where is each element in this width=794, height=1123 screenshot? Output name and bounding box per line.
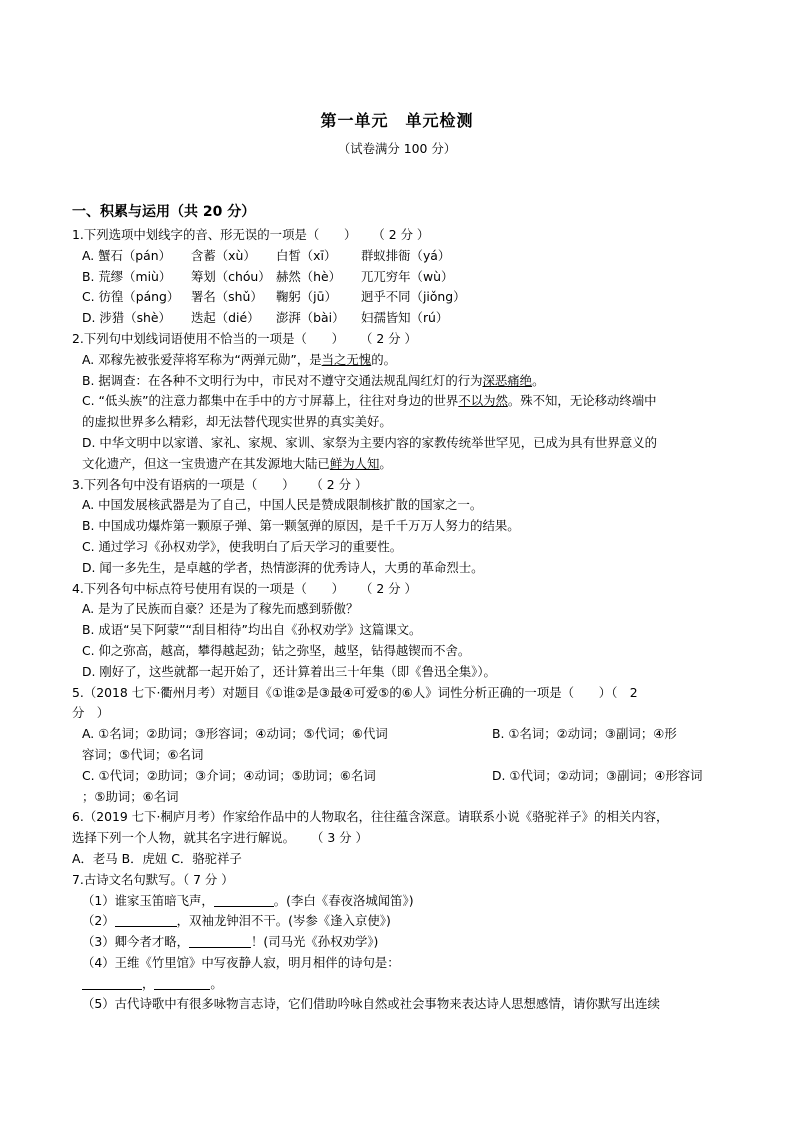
question-2-option-a: A. 邓稼先被张爱萍将军称为“两弹元勋”，是当之无愧的。 — [82, 351, 396, 367]
question-7-line-3: （3）卿今者才略， ！(司马光《孙权劝学》) — [82, 934, 379, 950]
question-points: （ 3 分 ） — [311, 830, 368, 846]
question-points: （ 2 分 ） — [360, 580, 417, 596]
question-4-option-a: A. 是为了民族而自豪？还是为了稼先而感到骄傲？ — [82, 601, 359, 617]
question-points: （ 2 分 ） — [360, 330, 417, 346]
question-1-option-d: D. 涉猎（shè） 迭起（dié） 澎湃（bài） 妇孺皆知（rú） — [82, 310, 449, 326]
question-5-options-ab-cont: 容词；⑤代词；⑥名词 — [82, 746, 204, 762]
question-points: （ 7 分 ） — [182, 871, 234, 887]
answer-blank[interactable] — [154, 975, 210, 990]
question-4-option-d: D. 刚好了，这些就都一起开始了，还计算着出三十年集（即《鲁迅全集》）。 — [82, 663, 496, 679]
question-5-options-cd: C. ①代词；②助词；③介词；④动词；⑤助词；⑥名词 D. ①代词；②动词；③副词；④形容词 — [82, 767, 703, 783]
question-6-stem: 6.（2019 七下·桐庐月考）作家给作品中的人物取名，往往蕴含深意。请联系小说《骆驼祥子》的相关内容， — [72, 809, 669, 825]
answer-blank[interactable] — [214, 892, 274, 907]
question-6-options: A．老马 B．虎妞 C．骆驼祥子 — [72, 850, 242, 866]
question-6-stem-cont: 选择下列一个人物，就其名字进行解说。 （ 3 分 ） — [72, 828, 728, 849]
question-3-option-b: B. 中国成功爆炸第一颗原子弹、第一颗氢弹的原因，是千千万万人努力的结果。 — [82, 518, 520, 534]
questions — [72, 225, 728, 1015]
question-1-option-a: A. 蟹石（pán） 含蓄（xù） 白皙（xī） 群蚁排衙（yá） — [82, 247, 451, 263]
question-2-option-d: D. 中华文明中以家谱、家礼、家规、家训、家祭为主要内容的家教传统举世罕见，已成为具有世界意义的 — [82, 434, 657, 450]
question-4-stem: 4.下列各句中标点符号使用有误的一项是（ ） （ 2 分 ） — [72, 579, 728, 600]
question-1-stem: 1.下列选项中划线字的音、形无误的一项是（ ） （ 2 分 ） — [72, 225, 728, 246]
question-7-line-1: （1）谁家玉笛暗飞声， 。(李白《春夜洛城闻笛》) — [82, 892, 414, 908]
section-heading: 一、积累与运用（共 20 分） — [72, 204, 256, 220]
question-3-stem: 3.下列各句中没有语病的一项是（ ） （ 2 分 ） — [72, 475, 728, 496]
question-7-line-2: （2） ，双袖龙钟泪不干。(岑参《逢入京使》) — [82, 913, 391, 929]
question-2-option-d-cont: 文化遗产，但这一宝贵遗产在其发源地大陆已鲜为人知。 — [82, 455, 392, 471]
question-1-option-c: C. 彷徨（páng） 署名（shǔ） 鞠躬（jū） 迥乎不同（jiǒng） — [82, 289, 466, 305]
question-1-option-b: B. 荒缪（miù） 筹划（chóu） 赫然（hè） 兀兀穷年（wù） — [82, 268, 454, 284]
question-3-option-d: D. 闻一多先生，是卓越的学者，热情澎湃的优秀诗人，大勇的革命烈士。 — [82, 559, 484, 575]
question-7-line-4-blanks: ， 。 — [72, 974, 728, 995]
answer-blank[interactable] — [115, 912, 177, 927]
question-points: （ 2 分 ） — [372, 227, 430, 242]
question-7-line-4: （4）王维《竹里馆》中写夜静人寂，明月相伴的诗句是： — [82, 954, 400, 970]
question-7-line-5: （5）古代诗歌中有很多咏物言志诗，它们借助吟咏自然或社会事物来表达诗人思想感情，请你默写出连续 — [82, 996, 660, 1012]
question-2-option-b: B. 据调查：在各种不文明行为中，市民对不遵守交通法规乱闯红灯的行为深恶痛绝。 — [82, 372, 545, 388]
question-5-stem: 5.（2018 七下·衢州月考）对题目《①谁②是③最④可爱⑤的⑥人》词性分析正确的一项是（ ）（ 2 — [72, 684, 638, 700]
question-4-option-c: C. 仰之弥高，越高，攀得越起劲；钻之弥坚，越坚，钻得越锲而不舍。 — [82, 642, 471, 658]
question-2-option-c-cont: 的虚拟世界多么精彩，却无法替代现实世界的真实美好。 — [82, 414, 392, 430]
question-4-option-b: B. 成语“吴下阿蒙”“刮目相待”均出自《孙权劝学》这篇课文。 — [82, 622, 422, 638]
question-3-option-c: C. 通过学习《孙权劝学》，使我明白了后天学习的重要性。 — [82, 538, 403, 554]
question-2-option-c: C. “低头族”的注意力都集中在手中的方寸屏幕上，往往对身边的世界不以为然。殊不知，无论移动终端中 — [82, 393, 657, 409]
page-subtitle: （试卷满分 100 分） — [337, 141, 457, 156]
question-5-stem-cont: 分 ） — [72, 705, 110, 721]
question-points: （ 2 分 ） — [310, 476, 368, 492]
question-5-options-ab: A. ①名词；②助词；③形容词；④动词；⑤代词；⑥代词 B. ①名词；②动词；③副词；④形 — [82, 726, 677, 742]
answer-blank[interactable] — [82, 975, 142, 990]
page-title: 第一单元 单元检测 — [320, 111, 474, 130]
question-5-options-cd-cont: ；⑤助词；⑥名词 — [82, 788, 179, 804]
question-2-stem: 2.下列句中划线词语使用不恰当的一项是（ ） （ 2 分 ） — [72, 329, 728, 350]
answer-blank[interactable] — [189, 933, 251, 948]
question-7-stem: 7.古诗文名句默写。（ 7 分 ） — [72, 871, 234, 887]
question-3-option-a: A. 中国发展核武器是为了自己，中国人民是赞成限制核扩散的国家之一。 — [82, 497, 483, 513]
